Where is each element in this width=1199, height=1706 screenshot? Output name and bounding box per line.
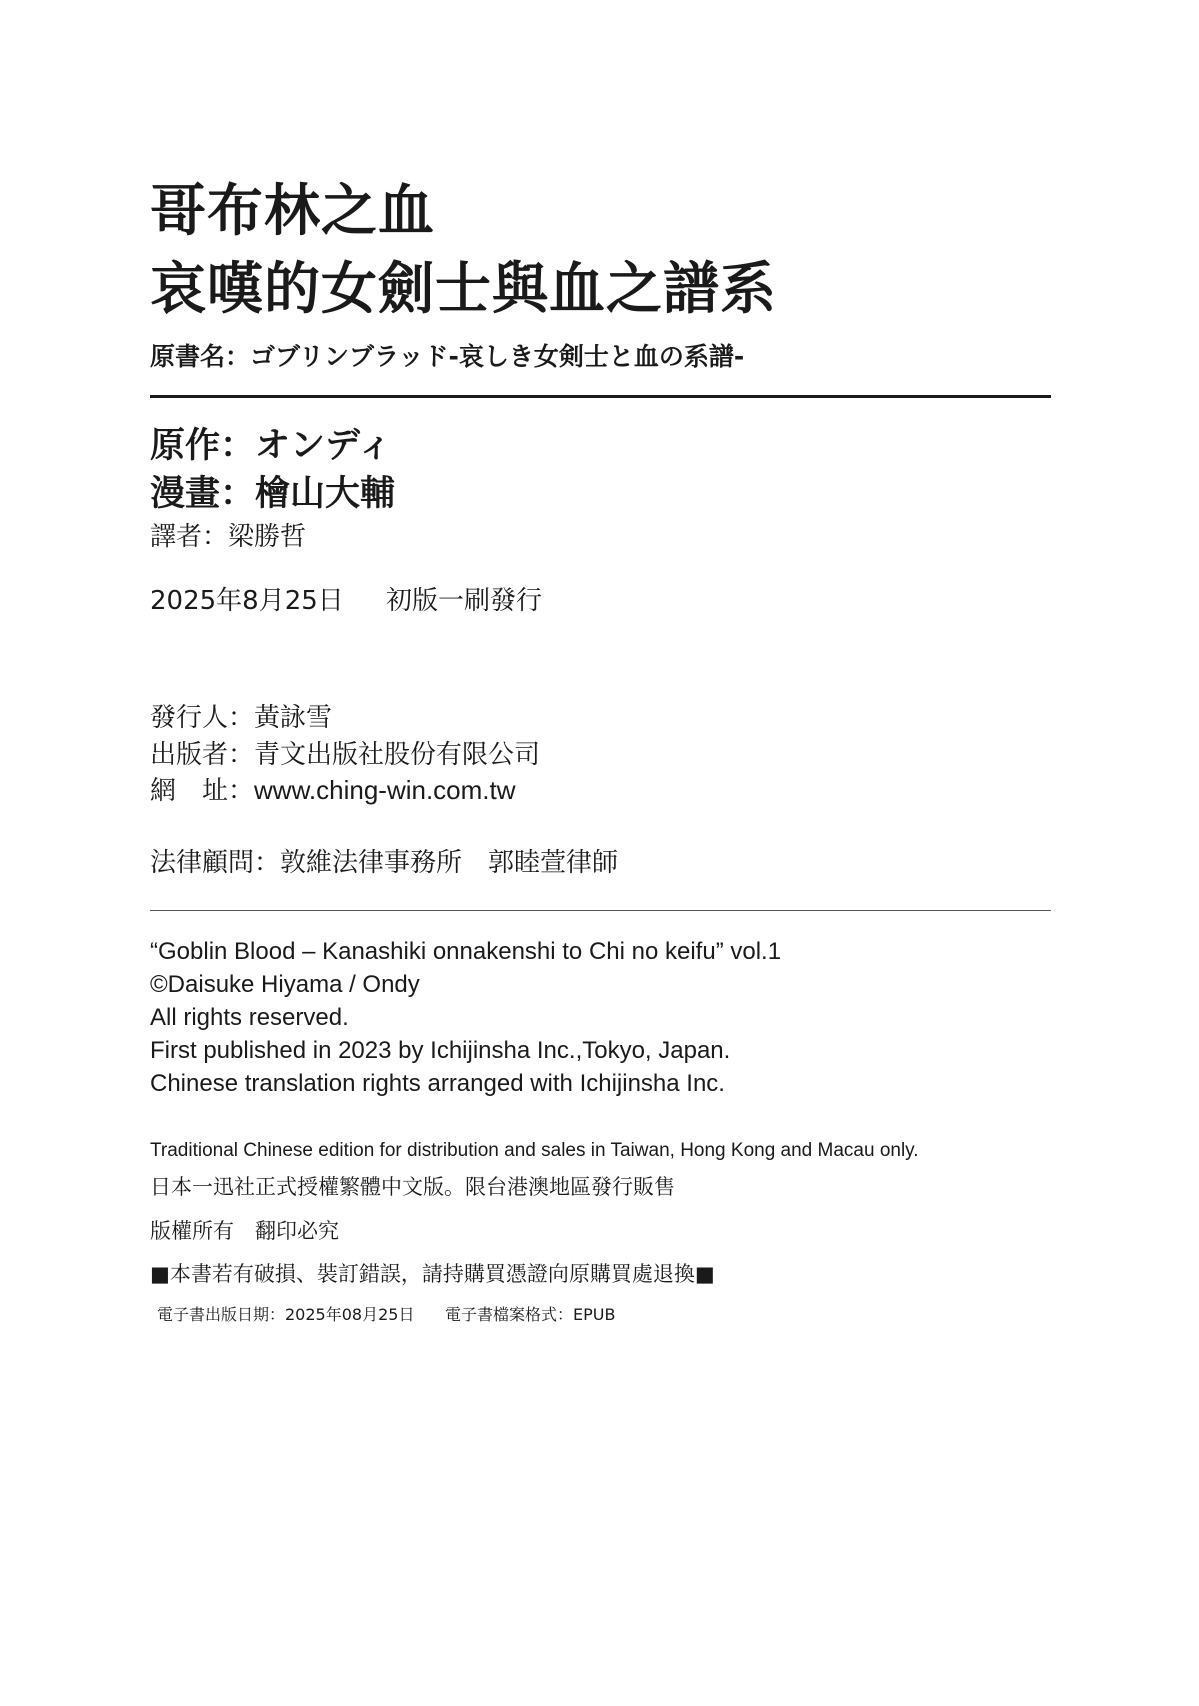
rights-reserved: All rights reserved. — [150, 1004, 349, 1031]
legal-counsel: 法律顧問：敦維法律事務所 郭睦萱律師 — [150, 848, 619, 878]
english-divider — [150, 910, 1051, 911]
return-notice: ■本書若有破損、裝訂錯誤，請持購買憑證向原購買處退換■ — [150, 1262, 715, 1286]
title-divider — [150, 395, 1051, 398]
distribution-english: Traditional Chinese edition for distribution and sales in Taiwan, Hong Kong and Macau only. — [150, 1140, 919, 1161]
issuer-line: 發行人：黃詠雪 — [150, 703, 333, 733]
ebook-publish-date: 電子書出版日期：2025年08月25日 — [157, 1305, 415, 1324]
translation-rights: Chinese translation rights arranged with Ichijinsha Inc. — [150, 1070, 725, 1097]
website-line — [150, 770, 516, 807]
first-published: First published in 2023 by Ichijinsha Inc.,Tokyo, Japan. — [150, 1037, 731, 1064]
english-title-line: “Goblin Blood – Kanashiki onnakenshi to Chi no keifu” vol.1 — [150, 938, 782, 965]
ebook-format: 電子書檔案格式：EPUB — [445, 1305, 616, 1324]
translator-credit: 譯者：梁勝哲 — [150, 522, 307, 552]
manga-artist-credit: 漫畫：檜山大輔 — [150, 474, 396, 514]
copyright-holder: ©Daisuke Hiyama / Ondy — [150, 971, 420, 998]
publisher-line: 出版者：青文出版社股份有限公司 — [150, 740, 541, 770]
original-title: 原書名：ゴブリンブラッド-哀しき女剣士と血の系譜- — [150, 342, 745, 371]
distribution-chinese: 日本一迅社正式授權繁體中文版。限台港澳地區發行販售 — [150, 1175, 675, 1199]
rights-notice: 版權所有 翻印必究 — [150, 1219, 339, 1243]
edition-printing: 初版一刷發行 — [386, 586, 543, 616]
website-url: www.ching-win.com.tw — [254, 775, 516, 805]
book-title-line-1: 哥布林之血 — [150, 179, 435, 244]
website-label: 網 址： — [150, 776, 255, 806]
original-author-credit: 原作：オンディ — [150, 426, 393, 466]
edition-date: 2025年8月25日 — [150, 586, 344, 616]
book-title-line-2: 哀嘆的女劍士與血之譜系 — [150, 257, 777, 322]
